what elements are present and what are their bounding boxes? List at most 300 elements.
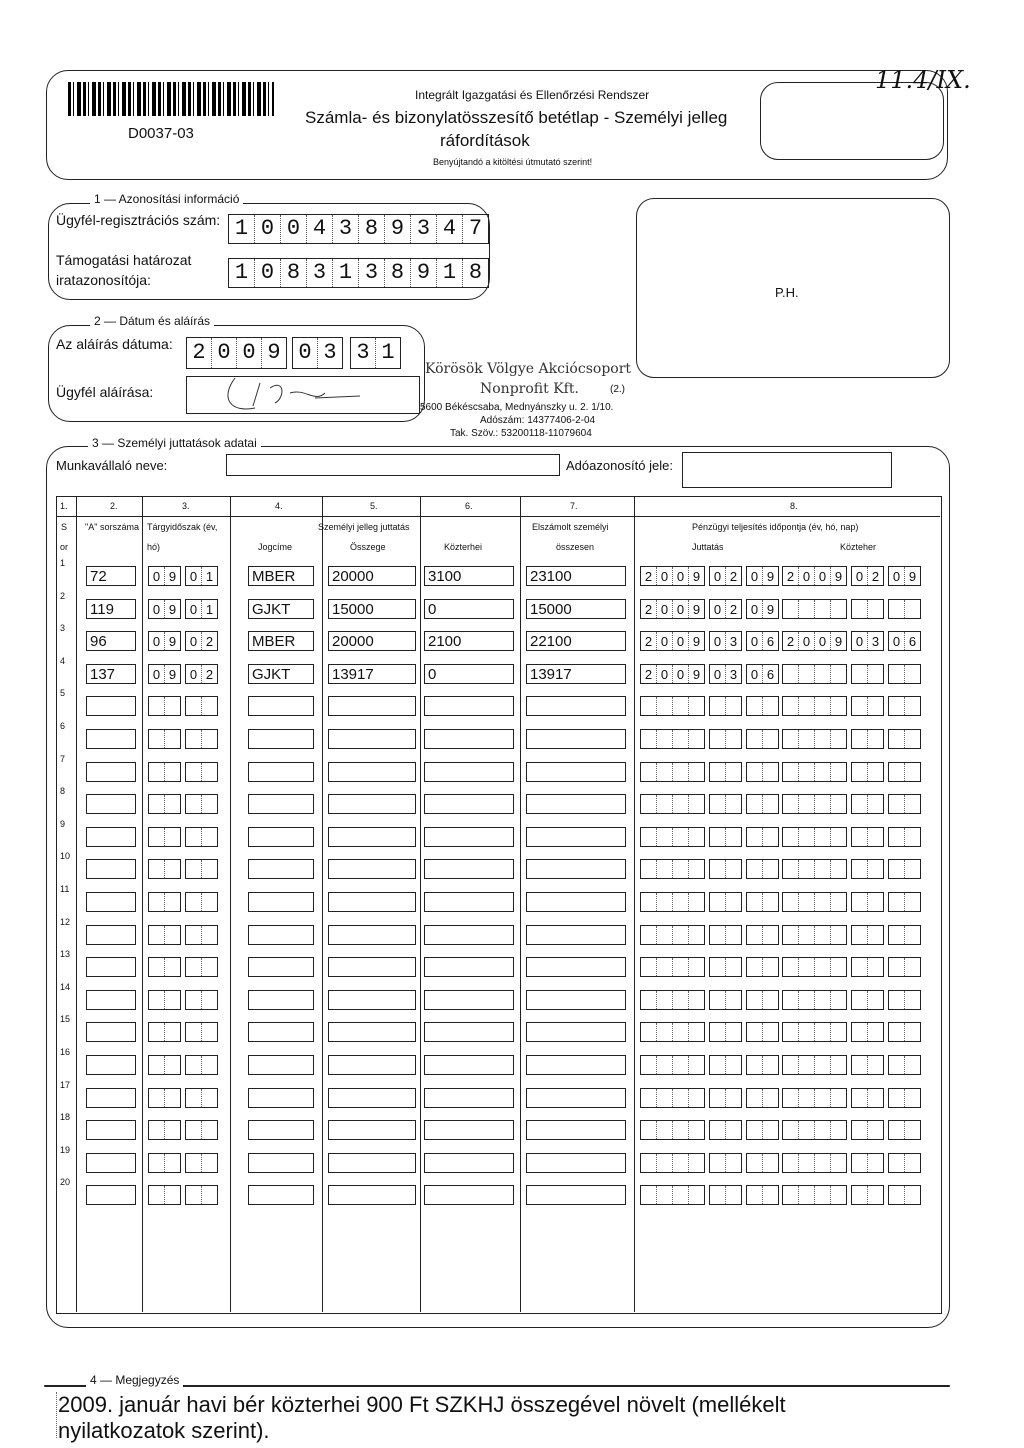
kozterhei-field[interactable] [424,957,514,977]
juttatas-date-field[interactable] [640,664,783,684]
osszeg-field[interactable] [328,925,416,945]
osszeg-field[interactable]: 13917 [328,664,416,684]
a-sorszam-field[interactable] [86,957,136,977]
digit-cell [815,958,831,976]
jogcim-field[interactable] [248,1022,314,1042]
digit-cell [641,730,657,748]
digit-cell: 9 [168,667,177,682]
kozteher-date-field[interactable] [782,859,925,879]
juttatas-date-field-part [709,1022,742,1042]
osszeg-field[interactable]: 20000 [328,631,416,651]
targyidoszak-field[interactable] [148,892,222,912]
digit-cell [689,860,704,878]
osszeg-field[interactable]: 20000 [328,566,416,586]
digit-cell [815,1056,831,1074]
row-number: 16 [60,1047,71,1057]
jogcim-field[interactable] [248,794,314,814]
digit-cell [905,1154,920,1172]
digit-cell [641,926,657,944]
kozterhei-field[interactable]: 3100 [424,566,514,586]
stamp-line5: Tak. Szöv.: 53200118-11079604 [450,428,592,439]
a-sorszam-field[interactable] [86,1022,136,1042]
osszeg-field[interactable] [328,1022,416,1042]
targyidoszak-field[interactable] [148,1022,222,1042]
kozteher-date-field[interactable] [782,1185,925,1205]
targyidoszak-field[interactable] [148,1120,222,1140]
targyidoszak-field[interactable] [148,1088,222,1108]
digit-cell [673,828,689,846]
osszeg-field[interactable] [328,1055,416,1075]
a-sorszam-field[interactable] [86,1185,136,1205]
col-number-6: 6. [465,501,473,511]
jogcim-field[interactable] [248,859,314,879]
digit-cell: 0 [747,600,763,618]
kozterhei-field[interactable]: 0 [424,664,514,684]
osszeg-field[interactable] [328,696,416,716]
kozteher-date-field[interactable] [782,990,925,1010]
osszeg-field[interactable] [328,762,416,782]
kozterhei-field[interactable] [424,762,514,782]
elszamolt-field[interactable] [526,729,626,749]
digit-cell [165,1154,180,1172]
digit-cell [689,926,704,944]
jogcim-field[interactable] [248,892,314,912]
kozteher-date-field-part [851,1055,884,1075]
kozterhei-field[interactable] [424,794,514,814]
elszamolt-field[interactable] [526,827,626,847]
a-sorszam-field[interactable] [86,1153,136,1173]
col-number-4: 4. [275,501,283,511]
jogcim-field[interactable] [248,1185,314,1205]
digit-cell [726,1023,741,1041]
kozterhei-field[interactable] [424,892,514,912]
reg-number-digit: 0 [255,215,281,243]
kozterhei-field[interactable] [424,1153,514,1173]
kozteher-date-field[interactable] [782,631,925,651]
juttatas-date-field-part [746,990,779,1010]
digit-cell [186,1023,202,1041]
header-juttatas: Juttatás [692,542,724,552]
digit-cell: 9 [766,602,775,617]
jogcim-field[interactable] [248,1120,314,1140]
juttatas-date-field[interactable] [640,729,783,749]
digit-cell [202,991,217,1009]
a-sorszam-field[interactable] [86,859,136,879]
kozteher-date-field[interactable] [782,827,925,847]
juttatas-date-field[interactable] [640,892,783,912]
decision-number-digit: 9 [411,259,437,287]
digit-cell [763,730,778,748]
digit-cell: 0 [186,632,202,650]
col-number-5: 5. [370,501,378,511]
digit-cell [868,926,883,944]
osszeg-field[interactable] [328,859,416,879]
a-sorszam-field[interactable] [86,1120,136,1140]
digit-cell [815,1023,831,1041]
header-penzugyi: Pénzügyi teljesítés időpontja (év, hó, nap) [692,522,859,532]
digit-cell [905,991,920,1009]
digit-cell [852,1056,868,1074]
digit-cell [710,1121,726,1139]
digit-cell [799,1121,815,1139]
osszeg-field[interactable] [328,827,416,847]
jogcim-field[interactable]: GJKT [248,599,314,619]
targyidoszak-field[interactable] [148,664,222,684]
targyidoszak-field[interactable] [148,957,222,977]
kozteher-date-field[interactable] [782,1153,925,1173]
digit-cell [657,1089,673,1107]
signature-scribble [215,368,365,418]
digit-cell [905,665,920,683]
digit-cell [657,926,673,944]
digit-cell [905,926,920,944]
signature-label: Ügyfél aláírása: [56,384,154,400]
jogcim-field[interactable] [248,762,314,782]
digit-cell [831,958,846,976]
kozterhei-field[interactable] [424,925,514,945]
digit-cell: 9 [692,667,701,682]
digit-cell [641,1089,657,1107]
juttatas-date-field[interactable] [640,827,783,847]
reg-number-digit: 3 [411,215,437,243]
kozteher-date-field[interactable] [782,1120,925,1140]
targyidoszak-field[interactable] [148,762,222,782]
juttatas-date-field-part [746,859,779,879]
juttatas-date-field[interactable] [640,957,783,977]
digit-cell [657,860,673,878]
targyidoszak-field[interactable] [148,696,222,716]
elszamolt-field[interactable] [526,925,626,945]
targyidoszak-field[interactable] [148,566,222,586]
a-sorszam-field[interactable] [86,1055,136,1075]
digit-cell: 9 [168,634,177,649]
table-column-divider [520,496,521,1312]
elszamolt-field[interactable]: 22100 [526,631,626,651]
elszamolt-field[interactable] [526,696,626,716]
kozteher-date-field[interactable] [782,696,925,716]
targyidoszak-year [148,696,181,716]
elszamolt-field[interactable] [526,957,626,977]
signature-month-field[interactable] [292,337,343,369]
decision-number-field[interactable] [228,258,489,288]
kozterhei-field[interactable] [424,859,514,879]
juttatas-date-field[interactable] [640,1153,783,1173]
jogcim-field[interactable] [248,1088,314,1108]
juttatas-date-field-part [640,631,705,651]
employee-name-field[interactable] [226,454,560,476]
osszeg-field[interactable] [328,990,416,1010]
targyidoszak-field[interactable] [148,631,222,651]
digit-cell [165,697,180,715]
digit-cell [657,828,673,846]
osszeg-field[interactable] [328,794,416,814]
juttatas-date-field[interactable] [640,794,783,814]
digit-cell [202,763,217,781]
kozterhei-field[interactable]: 0 [424,599,514,619]
osszeg-field[interactable] [328,1120,416,1140]
juttatas-date-field-part [746,762,779,782]
stamp-line4: Adószám: 14377406-2-04 [480,415,596,426]
juttatas-date-field-part [640,1022,705,1042]
juttatas-date-field[interactable] [640,859,783,879]
digit-cell [726,926,741,944]
jogcim-field[interactable] [248,990,314,1010]
juttatas-date-field[interactable] [640,599,783,619]
a-sorszam-field[interactable] [86,925,136,945]
juttatas-date-field-part [709,631,742,651]
digit-cell: 1 [205,602,214,617]
reg-number-digit: 9 [385,215,411,243]
digit-cell [710,1023,726,1041]
juttatas-date-field-part [640,827,705,847]
digit-cell [783,1121,799,1139]
header-targyidoszak-1: Tárgyidőszak (év, [147,522,218,532]
osszeg-field[interactable] [328,1153,416,1173]
a-sorszam-field[interactable]: 137 [86,664,136,684]
elszamolt-field[interactable] [526,762,626,782]
targyidoszak-field[interactable] [148,1185,222,1205]
targyidoszak-field[interactable] [148,599,222,619]
kozteher-date-field-part [888,859,921,879]
a-sorszam-field[interactable] [86,990,136,1010]
digit-cell [889,860,905,878]
elszamolt-field[interactable] [526,1153,626,1173]
digit-cell: 2 [729,602,738,617]
a-sorszam-field[interactable] [86,827,136,847]
kozteher-date-field-part [782,1185,847,1205]
kozteher-date-field[interactable] [782,566,925,586]
decision-label-2: iratazonosítója: [56,272,151,288]
targyidoszak-field[interactable] [148,859,222,879]
kozterhei-field[interactable] [424,729,514,749]
digit-cell [165,795,180,813]
digit-cell [905,1089,920,1107]
digit-cell: 0 [815,567,831,585]
juttatas-date-field[interactable] [640,566,783,586]
digit-cell [710,926,726,944]
digit-cell [783,926,799,944]
digit-cell [763,991,778,1009]
kozteher-date-field-part [888,990,921,1010]
digit-cell [868,1089,883,1107]
digit-cell [889,730,905,748]
digit-cell [783,893,799,911]
elszamolt-field[interactable] [526,1185,626,1205]
kozteher-date-field[interactable] [782,729,925,749]
elszamolt-field[interactable] [526,1120,626,1140]
digit-cell [852,926,868,944]
a-sorszam-field[interactable]: 119 [86,599,136,619]
digit-cell: 9 [168,569,177,584]
jogcim-field[interactable]: MBER [248,566,314,586]
targyidoszak-field[interactable] [148,990,222,1010]
jogcim-field[interactable]: MBER [248,631,314,651]
digit-cell [202,697,217,715]
col-number-3: 3. [182,501,190,511]
juttatas-date-field[interactable] [640,1055,783,1075]
juttatas-date-field[interactable] [640,1120,783,1140]
digit-cell [149,991,165,1009]
juttatas-date-field[interactable] [640,762,783,782]
digit-cell [783,991,799,1009]
year-digit: 2 [187,338,212,368]
jogcim-field[interactable] [248,925,314,945]
a-sorszam-field[interactable] [86,729,136,749]
digit-cell [689,730,704,748]
jogcim-field[interactable] [248,957,314,977]
jogcim-field[interactable] [248,729,314,749]
digit-cell [673,1121,689,1139]
elszamolt-field[interactable] [526,990,626,1010]
kozterhei-field[interactable] [424,990,514,1010]
targyidoszak-field[interactable] [148,925,222,945]
section2-heading: 2 — Dátum és aláírás [90,314,214,328]
kozteher-date-field[interactable] [782,925,925,945]
kozteher-date-field[interactable] [782,762,925,782]
reg-number-field[interactable] [228,214,489,244]
kozterhei-field[interactable] [424,696,514,716]
digit-cell [689,1056,704,1074]
digit-cell: 0 [149,665,165,683]
digit-cell: 6 [766,667,775,682]
osszeg-field[interactable] [328,729,416,749]
digit-cell [657,958,673,976]
juttatas-date-field[interactable] [640,1022,783,1042]
digit-cell [783,730,799,748]
elszamolt-field[interactable] [526,1055,626,1075]
targyidoszak-field[interactable] [148,1153,222,1173]
digit-cell [657,1121,673,1139]
jogcim-field[interactable] [248,696,314,716]
digit-cell [747,828,763,846]
kozteher-date-field[interactable] [782,794,925,814]
kozteher-date-field[interactable] [782,664,925,684]
osszeg-field[interactable]: 15000 [328,599,416,619]
kozterhei-field[interactable] [424,827,514,847]
digit-cell [783,795,799,813]
digit-cell [799,795,815,813]
digit-cell [747,1121,763,1139]
digit-cell [747,958,763,976]
osszeg-field[interactable] [328,957,416,977]
stamp-line2: Nonprofit Kft. [480,381,579,397]
header-kozterhei: Közterhei [444,542,483,552]
kozterhei-field[interactable]: 2100 [424,631,514,651]
juttatas-date-field[interactable] [640,925,783,945]
digit-cell [186,1056,202,1074]
kozteher-date-field-part [851,794,884,814]
a-sorszam-field[interactable] [86,1088,136,1108]
juttatas-date-field[interactable] [640,631,783,651]
digit-cell: 0 [710,665,726,683]
juttatas-date-field[interactable] [640,1088,783,1108]
juttatas-date-field[interactable] [640,990,783,1010]
targyidoszak-field[interactable] [148,794,222,814]
jogcim-field[interactable] [248,827,314,847]
osszeg-field[interactable] [328,892,416,912]
digit-cell [868,991,883,1009]
a-sorszam-field[interactable]: 72 [86,566,136,586]
digit-cell [689,763,704,781]
decision-number-digit: 1 [229,259,255,287]
elszamolt-field[interactable] [526,892,626,912]
digit-cell [868,1056,883,1074]
kozteher-date-field-part [888,1022,921,1042]
digit-cell: 2 [641,665,657,683]
kozteher-date-field[interactable] [782,957,925,977]
targyidoszak-field[interactable] [148,729,222,749]
signature-year-field[interactable] [186,337,287,369]
digit-cell [641,893,657,911]
juttatas-date-field-part [746,631,779,651]
a-sorszam-field[interactable]: 96 [86,631,136,651]
kozterhei-field[interactable] [424,1185,514,1205]
digit-cell [165,828,180,846]
elszamolt-field[interactable] [526,794,626,814]
elszamolt-field[interactable] [526,1088,626,1108]
digit-cell [710,828,726,846]
row-number: 12 [60,917,71,927]
kozterhei-field[interactable] [424,1055,514,1075]
digit-cell [889,600,905,618]
juttatas-date-field-part [709,1153,742,1173]
jogcim-field[interactable] [248,1055,314,1075]
juttatas-date-field[interactable] [640,1185,783,1205]
kozteher-date-field-part [888,1055,921,1075]
digit-cell [815,893,831,911]
digit-cell [831,1186,846,1204]
digit-cell [889,828,905,846]
juttatas-date-field[interactable] [640,696,783,716]
kozteher-date-field[interactable] [782,1088,925,1108]
kozteher-date-field-part [782,859,847,879]
kozteher-date-field-part [782,957,847,977]
kozterhei-field[interactable] [424,1120,514,1140]
juttatas-date-field-part [709,696,742,716]
a-sorszam-field[interactable] [86,762,136,782]
signature-day-field[interactable] [350,337,401,369]
digit-cell [165,1121,180,1139]
targyidoszak-field[interactable] [148,1055,222,1075]
kozterhei-field[interactable] [424,1022,514,1042]
targyidoszak-field[interactable] [148,827,222,847]
elszamolt-field[interactable]: 13917 [526,664,626,684]
osszeg-field[interactable] [328,1088,416,1108]
a-sorszam-field[interactable] [86,696,136,716]
juttatas-date-field-part [746,1153,779,1173]
elszamolt-field[interactable]: 23100 [526,566,626,586]
digit-cell [815,991,831,1009]
kozteher-date-field[interactable] [782,599,925,619]
jogcim-field[interactable] [248,1153,314,1173]
row-number: 3 [60,623,66,633]
elszamolt-field[interactable] [526,859,626,879]
kozteher-date-field[interactable] [782,1022,925,1042]
osszeg-field[interactable] [328,1185,416,1205]
header-szemelyi: Személyi jelleg juttatás [318,522,410,532]
elszamolt-field[interactable]: 15000 [526,599,626,619]
kozteher-date-field[interactable] [782,1055,925,1075]
kozterhei-field[interactable] [424,1088,514,1108]
a-sorszam-field[interactable] [86,794,136,814]
elszamolt-field[interactable] [526,1022,626,1042]
tax-id-field[interactable] [682,452,892,488]
digit-cell [868,665,883,683]
kozteher-date-field[interactable] [782,892,925,912]
a-sorszam-field[interactable] [86,892,136,912]
jogcim-field[interactable]: GJKT [248,664,314,684]
juttatas-date-field-part [709,664,742,684]
